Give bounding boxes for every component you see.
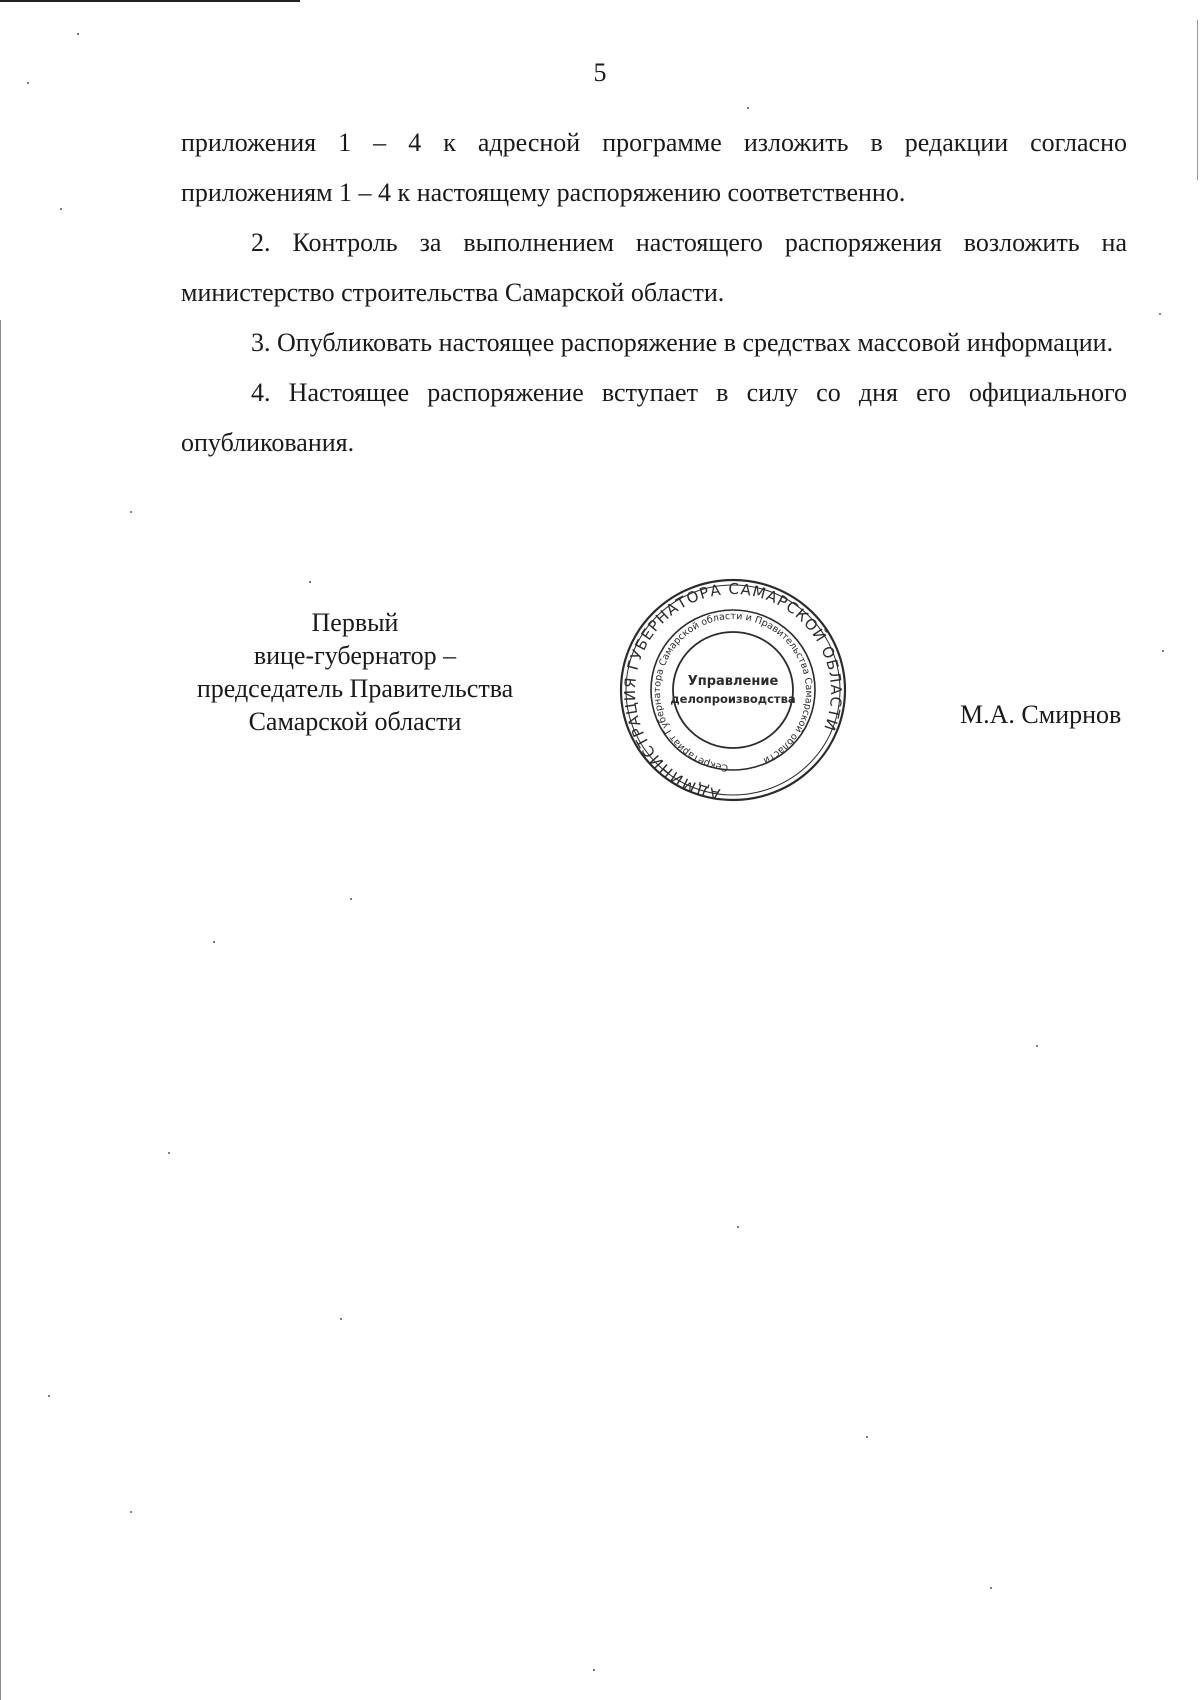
signer-title-line: вице-губернатор – bbox=[253, 641, 457, 670]
scan-speck bbox=[168, 1152, 170, 1154]
scan-speck bbox=[350, 898, 352, 900]
scan-speck bbox=[990, 1587, 992, 1589]
scan-edge-right bbox=[1197, 20, 1198, 180]
scan-speck bbox=[130, 511, 132, 513]
signer-title bbox=[170, 606, 540, 738]
stamp-inner-ring-text: Секретариат Губернатора Самарской области и Правительства Самарской области bbox=[651, 610, 815, 773]
signer-title-line: Самарской области bbox=[248, 707, 462, 736]
stamp-outer-ring-text: АДМИНИСТРАЦИЯ ГУБЕРНАТОРА САМАРСКОЙ ОБЛАСТИ bbox=[620, 579, 846, 804]
stamp-center-line: делопроизводства bbox=[670, 692, 796, 706]
scan-speck bbox=[340, 1318, 342, 1320]
scan-speck bbox=[1162, 650, 1164, 652]
scan-speck bbox=[213, 941, 215, 943]
scan-speck bbox=[48, 1395, 50, 1397]
signer-title-line: председатель Правительства bbox=[196, 674, 514, 703]
scan-speck bbox=[866, 1436, 868, 1438]
scan-speck bbox=[747, 107, 749, 109]
scan-speck bbox=[77, 33, 79, 35]
page-number: 5 bbox=[593, 58, 607, 87]
scan-speck bbox=[1036, 1045, 1038, 1047]
official-stamp bbox=[613, 575, 853, 805]
paragraph-item-3: 3. Опубликовать настоящее распоряжение в средствах массовой информации. bbox=[251, 328, 1114, 357]
signer-title-line: Первый bbox=[311, 608, 399, 637]
paragraph-continuation: приложения 1 – 4 к адресной программе изложить в редакции согласно приложениям 1 – 4 к настоящему распоряжению соответственно. bbox=[181, 128, 1127, 207]
paragraph-item-4: 4. Настоящее распоряжение вступает в силу со дня его официального опубликования. bbox=[181, 378, 1127, 457]
scan-border-line bbox=[0, 0, 300, 2]
scan-speck bbox=[1159, 313, 1161, 315]
stamp-seal-icon bbox=[613, 575, 853, 805]
signer-name: М.А. Смирнов bbox=[960, 700, 1122, 729]
scan-speck bbox=[593, 1669, 595, 1671]
scan-speck bbox=[737, 1226, 739, 1228]
scan-speck bbox=[309, 581, 311, 583]
scan-speck bbox=[60, 208, 62, 210]
scan-speck bbox=[130, 1511, 132, 1513]
scan-speck bbox=[27, 82, 29, 84]
document-body bbox=[181, 118, 1127, 468]
stamp-center-line: Управление bbox=[687, 674, 779, 689]
scan-edge-left bbox=[0, 320, 1, 1700]
paragraph-item-2: 2. Контроль за выполнением настоящего распоряжения возложить на министерство строительства Самарской области. bbox=[181, 228, 1127, 307]
